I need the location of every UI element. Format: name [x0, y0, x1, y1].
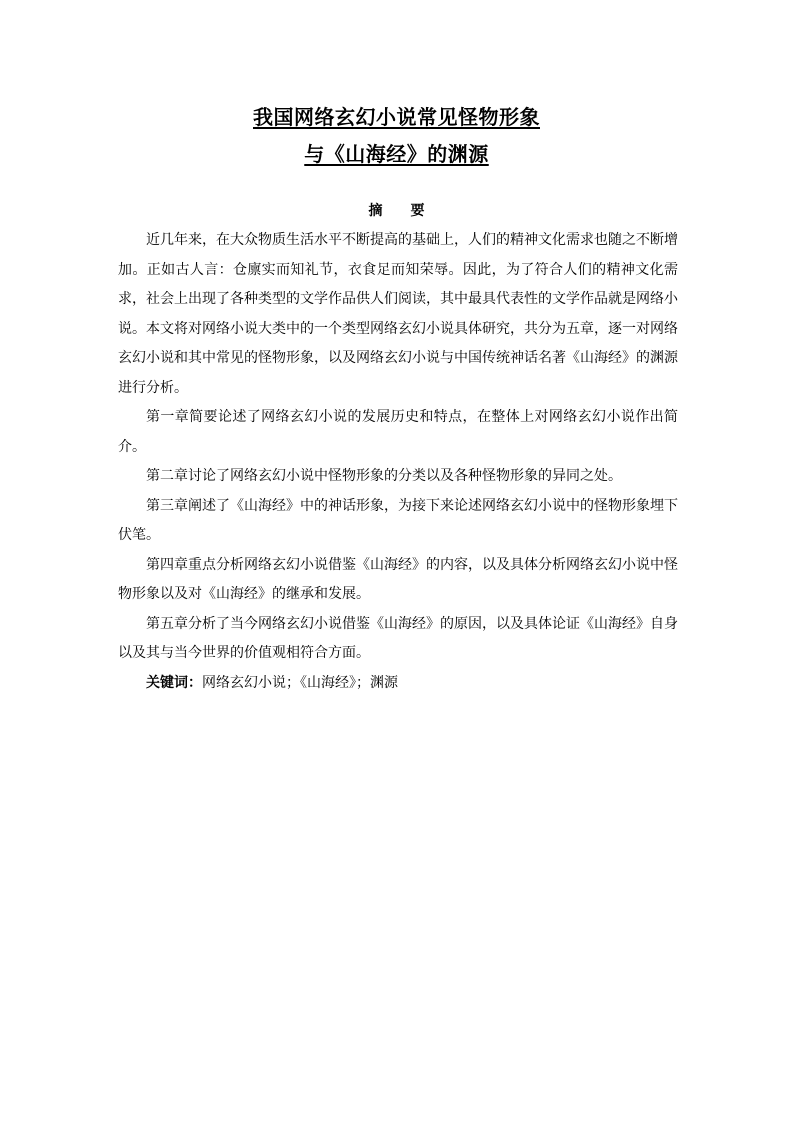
keywords-line [118, 669, 678, 699]
abstract-paragraph-2: 第一章简要论述了网络玄幻小说的发展历史和特点，在整体上对网络玄幻小说作出简介。 [118, 409, 678, 455]
abstract-paragraph-1: 近几年来，在大众物质生活水平不断提高的基础上，人们的精神文化需求也随之不断增加。正如古人言：仓廪实而知礼节，衣食足而知荣辱。因此，为了符合人们的精神文化需求，社会上出现了各种类型的文学作品供人们阅读，其中最具代表性的文学作品就是网络小说。本文将对网络小说大类中的一个类型网络玄幻小说具体研究，共分为五章，逐一对网络玄幻小说和其中常见的怪物形象，以及网络玄幻小说与中国传统神话名著《山海经》的渊源进行分析。 [118, 232, 678, 396]
abstract-paragraph-5: 第四章重点分析网络玄幻小说借鉴《山海经》的内容，以及具体分析网络玄幻小说中怪物形象以及对《山海经》的继承和发展。 [118, 556, 678, 602]
abstract-paragraph-6: 第五章分析了当今网络玄幻小说借鉴《山海经》的原因，以及具体论证《山海经》自身以及其与当今世界的价值观相符合方面。 [118, 615, 678, 661]
abstract-heading-char-1: 摘 [368, 203, 383, 219]
abstract-paragraph-3: 第二章讨论了网络玄幻小说中怪物形象的分类以及各种怪物形象的异同之处。 [146, 468, 622, 484]
keywords-value: 网络玄幻小说；《山海经》；渊源 [202, 674, 398, 691]
abstract-heading [0, 201, 793, 221]
abstract-paragraph-4: 第三章阐述了《山海经》中的神话形象，为接下来论述网络玄幻小说中的怪物形象埋下伏笔。 [118, 497, 678, 543]
keywords-label: 关键词： [146, 674, 202, 691]
abstract-heading-char-2: 要 [410, 203, 425, 219]
document-title-line-1: 我国网络玄幻小说常见怪物形象 [253, 105, 540, 129]
document-title-line-2: 与《山海经》的渊源 [304, 142, 489, 166]
abstract-body [118, 226, 678, 698]
